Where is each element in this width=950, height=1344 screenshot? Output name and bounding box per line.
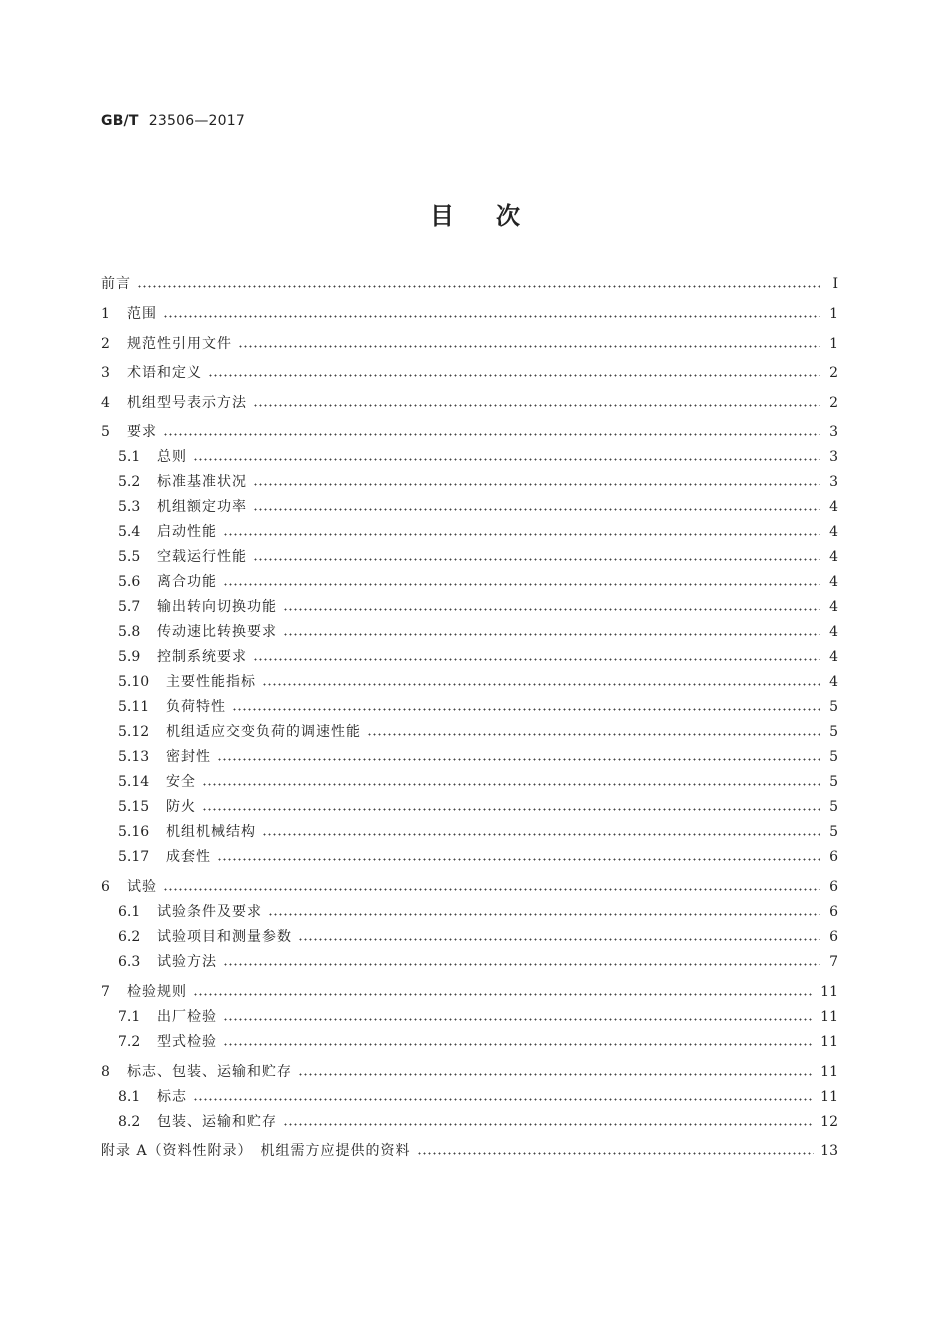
toc-entry-label bbox=[118, 1031, 217, 1053]
toc-entry[interactable] bbox=[118, 696, 838, 718]
toc-entry-page: 6 bbox=[829, 879, 838, 895]
toc-entry[interactable] bbox=[118, 671, 838, 693]
toc-entry[interactable] bbox=[118, 926, 838, 948]
toc-entry-title: 控制系统要求 bbox=[157, 649, 247, 665]
toc-entry-number: 5.7 bbox=[118, 599, 141, 615]
leader-dots bbox=[298, 1073, 814, 1076]
toc-entry[interactable] bbox=[118, 446, 838, 468]
toc-entry[interactable] bbox=[101, 333, 838, 355]
toc-entry-number: 3 bbox=[101, 365, 110, 381]
toc-entry-label bbox=[101, 392, 247, 414]
toc-entry-label bbox=[118, 521, 217, 543]
toc-entry[interactable] bbox=[118, 496, 838, 518]
toc-entry-number: 2 bbox=[101, 336, 110, 352]
toc-entry-page: 2 bbox=[829, 365, 838, 381]
toc-entry-number: 6.2 bbox=[118, 929, 141, 945]
leader-dots bbox=[238, 345, 820, 348]
toc-entry[interactable] bbox=[101, 421, 838, 443]
toc-entry-title: 机组型号表示方法 bbox=[127, 395, 247, 411]
toc-entry-title: 试验方法 bbox=[157, 954, 217, 970]
toc-entry-page: 4 bbox=[829, 524, 838, 540]
toc-entry[interactable] bbox=[118, 546, 838, 568]
toc-entry-label bbox=[118, 846, 211, 868]
toc-entry-page: 5 bbox=[829, 774, 838, 790]
toc-entry-title: 负荷特性 bbox=[166, 699, 226, 715]
toc-entry-number: 6.3 bbox=[118, 954, 141, 970]
toc-entry[interactable] bbox=[118, 621, 838, 643]
toc-entry-number: 7.2 bbox=[118, 1034, 141, 1050]
toc-entry-number: 8.2 bbox=[118, 1114, 141, 1130]
toc-entry-label bbox=[118, 746, 211, 768]
toc-entry-page: 11 bbox=[820, 984, 838, 1000]
toc-entry-number: 7 bbox=[101, 984, 110, 1000]
toc-entry-number: 6.1 bbox=[118, 904, 141, 920]
toc-entry-title: 机组机械结构 bbox=[166, 824, 256, 840]
toc-entry-page: 1 bbox=[829, 336, 838, 352]
leader-dots bbox=[253, 483, 820, 486]
toc-entry-title: 试验条件及要求 bbox=[157, 904, 262, 920]
toc-entry-title: 安全 bbox=[166, 774, 196, 790]
leader-dots bbox=[202, 808, 820, 811]
toc-entry-number: 5.5 bbox=[118, 549, 141, 565]
toc-entry-page: 7 bbox=[829, 954, 838, 970]
leader-dots bbox=[223, 1043, 814, 1046]
toc-entry-number: 5.6 bbox=[118, 574, 141, 590]
toc-entry[interactable] bbox=[118, 721, 838, 743]
standard-prefix: GB/T bbox=[101, 113, 139, 129]
leader-dots bbox=[208, 374, 820, 377]
toc-entry-title: 空载运行性能 bbox=[157, 549, 247, 565]
toc-entry-page: 5 bbox=[829, 749, 838, 765]
toc-entry-title: 离合功能 bbox=[157, 574, 217, 590]
toc-entry[interactable] bbox=[118, 1111, 838, 1133]
toc-entry-label bbox=[118, 546, 247, 568]
toc-entry[interactable] bbox=[118, 901, 838, 923]
toc-entry-number: 5.10 bbox=[118, 674, 150, 690]
leader-dots bbox=[163, 888, 820, 891]
toc-entry-label bbox=[101, 421, 157, 443]
toc-entry-title: 试验项目和测量参数 bbox=[157, 929, 292, 945]
toc-entry-number: 5.4 bbox=[118, 524, 141, 540]
toc-entry[interactable] bbox=[101, 876, 838, 898]
leader-dots bbox=[223, 1018, 814, 1021]
toc-entry[interactable] bbox=[101, 392, 838, 414]
toc-entry-number: 5.3 bbox=[118, 499, 141, 515]
toc-entry-title: 密封性 bbox=[166, 749, 211, 765]
toc-entry-page: 11 bbox=[820, 1009, 838, 1025]
standard-code bbox=[101, 113, 245, 129]
leader-dots bbox=[223, 583, 820, 586]
standard-number: 23506—2017 bbox=[148, 113, 245, 129]
leader-dots bbox=[137, 285, 820, 288]
toc-entry-title: 机组适应交变负荷的调速性能 bbox=[166, 724, 361, 740]
toc-entry-title: 规范性引用文件 bbox=[127, 336, 232, 352]
leader-dots bbox=[417, 1152, 815, 1155]
toc-entry-label bbox=[101, 362, 202, 384]
toc-entry-title: 型式检验 bbox=[157, 1034, 217, 1050]
toc-entry[interactable] bbox=[118, 1031, 838, 1053]
toc-entry-title: 输出转向切换功能 bbox=[157, 599, 277, 615]
toc-entry-page: 5 bbox=[829, 799, 838, 815]
toc-entry[interactable] bbox=[118, 1086, 838, 1108]
toc-entry-title: 机组额定功率 bbox=[157, 499, 247, 515]
leader-dots bbox=[253, 404, 820, 407]
toc-entry-label bbox=[118, 771, 196, 793]
toc-entry-number: 5.11 bbox=[118, 699, 150, 715]
toc-entry[interactable] bbox=[118, 571, 838, 593]
toc-entry[interactable] bbox=[101, 1061, 838, 1083]
toc-entry[interactable] bbox=[118, 1006, 838, 1028]
leader-dots bbox=[163, 315, 820, 318]
leader-dots bbox=[223, 533, 820, 536]
toc-entry-number: 1 bbox=[101, 306, 110, 322]
toc-entry[interactable] bbox=[101, 981, 838, 1003]
toc-entry-page: 6 bbox=[829, 904, 838, 920]
toc-entry-page: 11 bbox=[820, 1064, 838, 1080]
leader-dots bbox=[193, 458, 820, 461]
toc-entry-label bbox=[118, 646, 247, 668]
toc-entry[interactable] bbox=[101, 273, 838, 295]
toc-entry-label bbox=[118, 1111, 277, 1133]
toc-entry-page: I bbox=[832, 276, 838, 292]
toc-entry-number: 4 bbox=[101, 395, 110, 411]
toc-entry-number: 8.1 bbox=[118, 1089, 141, 1105]
leader-dots bbox=[217, 758, 820, 761]
toc-entry-title: 前言 bbox=[101, 276, 131, 292]
toc-entry-page: 4 bbox=[829, 574, 838, 590]
leader-dots bbox=[223, 963, 820, 966]
page-title: 目次 bbox=[430, 202, 562, 230]
toc-entry[interactable] bbox=[118, 521, 838, 543]
toc-entry-title: 标志 bbox=[157, 1089, 187, 1105]
toc-entry-label bbox=[118, 596, 277, 618]
toc-entry[interactable] bbox=[118, 796, 838, 818]
leader-dots bbox=[283, 633, 820, 636]
toc-entry-page: 6 bbox=[829, 929, 838, 945]
toc-entry-number: 5.14 bbox=[118, 774, 150, 790]
toc-entry-page: 4 bbox=[829, 599, 838, 615]
toc-entry-number: 5.2 bbox=[118, 474, 141, 490]
toc-entry-label bbox=[118, 951, 217, 973]
toc-entry-number: 5.15 bbox=[118, 799, 150, 815]
toc-entry-title: 主要性能指标 bbox=[166, 674, 256, 690]
toc-entry-number: 5.1 bbox=[118, 449, 141, 465]
toc-entry-title: 范围 bbox=[127, 306, 157, 322]
toc-entry-title: 总则 bbox=[157, 449, 187, 465]
leader-dots bbox=[367, 733, 820, 736]
toc-entry[interactable] bbox=[118, 646, 838, 668]
leader-dots bbox=[217, 858, 820, 861]
leader-dots bbox=[253, 558, 820, 561]
leader-dots bbox=[268, 913, 820, 916]
leader-dots bbox=[298, 938, 820, 941]
toc-entry[interactable] bbox=[118, 846, 838, 868]
toc-entry-label bbox=[118, 446, 187, 468]
toc-entry-number: 5.16 bbox=[118, 824, 150, 840]
toc-entry-page: 11 bbox=[820, 1034, 838, 1050]
toc-entry-label bbox=[118, 696, 226, 718]
toc-entry-title: 启动性能 bbox=[157, 524, 217, 540]
toc-entry-label bbox=[101, 1140, 411, 1162]
toc-entry[interactable] bbox=[118, 746, 838, 768]
leader-dots bbox=[232, 708, 820, 711]
toc-entry-page: 1 bbox=[829, 306, 838, 322]
toc-entry-page: 5 bbox=[829, 724, 838, 740]
toc-entry[interactable] bbox=[101, 303, 838, 325]
toc-entry-title: 标志、包装、运输和贮存 bbox=[127, 1064, 292, 1080]
toc-entry-title: 附录 A（资料性附录） 机组需方应提供的资料 bbox=[101, 1143, 411, 1159]
toc-entry-label bbox=[118, 1086, 187, 1108]
leader-dots bbox=[193, 1098, 814, 1101]
leader-dots bbox=[262, 683, 820, 686]
toc-entry[interactable] bbox=[101, 1140, 838, 1162]
toc-entry-label bbox=[101, 876, 157, 898]
toc-entry-number: 5.12 bbox=[118, 724, 150, 740]
toc-entry-label bbox=[118, 796, 196, 818]
toc-entry-number: 8 bbox=[101, 1064, 110, 1080]
toc-entry-page: 11 bbox=[820, 1089, 838, 1105]
toc-entry-title: 包装、运输和贮存 bbox=[157, 1114, 277, 1130]
toc-entry-label bbox=[101, 1061, 292, 1083]
toc-entry[interactable] bbox=[101, 362, 838, 384]
toc-entry-page: 5 bbox=[829, 824, 838, 840]
toc-entry-label bbox=[101, 981, 187, 1003]
leader-dots bbox=[253, 508, 820, 511]
toc-entry-page: 3 bbox=[829, 424, 838, 440]
toc-entry-page: 4 bbox=[829, 624, 838, 640]
toc-entry[interactable] bbox=[118, 771, 838, 793]
toc-entry-label bbox=[118, 901, 262, 923]
toc-entry-page: 3 bbox=[829, 474, 838, 490]
toc-entry-number: 7.1 bbox=[118, 1009, 141, 1025]
leader-dots bbox=[193, 993, 814, 996]
toc-entry-title: 试验 bbox=[127, 879, 157, 895]
toc-entry-label bbox=[101, 303, 157, 325]
toc-entry-label bbox=[118, 821, 256, 843]
toc-entry-label bbox=[118, 471, 247, 493]
leader-dots bbox=[253, 658, 820, 661]
toc-entry-title: 检验规则 bbox=[127, 984, 187, 1000]
leader-dots bbox=[283, 608, 820, 611]
leader-dots bbox=[283, 1123, 814, 1126]
toc-entry-label bbox=[118, 671, 256, 693]
toc-entry-page: 12 bbox=[820, 1114, 838, 1130]
toc-entry-title: 出厂检验 bbox=[157, 1009, 217, 1025]
toc-entry[interactable] bbox=[118, 471, 838, 493]
toc-entry-title: 传动速比转换要求 bbox=[157, 624, 277, 640]
toc-entry-page: 6 bbox=[829, 849, 838, 865]
toc-entry-page: 3 bbox=[829, 449, 838, 465]
toc-entry-label bbox=[118, 926, 292, 948]
toc-entry-page: 5 bbox=[829, 699, 838, 715]
toc-entry-number: 5.17 bbox=[118, 849, 150, 865]
toc-entry[interactable] bbox=[118, 596, 838, 618]
toc-entry-page: 4 bbox=[829, 674, 838, 690]
leader-dots bbox=[202, 783, 820, 786]
toc-entry-page: 4 bbox=[829, 649, 838, 665]
toc-entry-label bbox=[118, 721, 361, 743]
toc-entry-label bbox=[101, 333, 232, 355]
toc-entry-number: 6 bbox=[101, 879, 110, 895]
leader-dots bbox=[262, 833, 820, 836]
toc-entry-number: 5.8 bbox=[118, 624, 141, 640]
toc-entry-page: 2 bbox=[829, 395, 838, 411]
toc-entry-page: 13 bbox=[820, 1143, 838, 1159]
toc-entry-label bbox=[118, 571, 217, 593]
toc-entry-number: 5.9 bbox=[118, 649, 141, 665]
toc-entry-page: 4 bbox=[829, 549, 838, 565]
toc-entry-title: 术语和定义 bbox=[127, 365, 202, 381]
toc-entry-title: 成套性 bbox=[166, 849, 211, 865]
toc-entry-number: 5.13 bbox=[118, 749, 150, 765]
toc-entry[interactable] bbox=[118, 951, 838, 973]
toc-entry-page: 4 bbox=[829, 499, 838, 515]
toc-entry-title: 标准基准状况 bbox=[157, 474, 247, 490]
toc-entry-label bbox=[118, 496, 247, 518]
toc-entry-title: 防火 bbox=[166, 799, 196, 815]
toc-entry[interactable] bbox=[118, 821, 838, 843]
leader-dots bbox=[163, 433, 820, 436]
toc-entry-label bbox=[101, 273, 131, 295]
toc-entry-title: 要求 bbox=[127, 424, 157, 440]
toc-entry-label bbox=[118, 1006, 217, 1028]
toc-entry-number: 5 bbox=[101, 424, 110, 440]
toc-entry-label bbox=[118, 621, 277, 643]
